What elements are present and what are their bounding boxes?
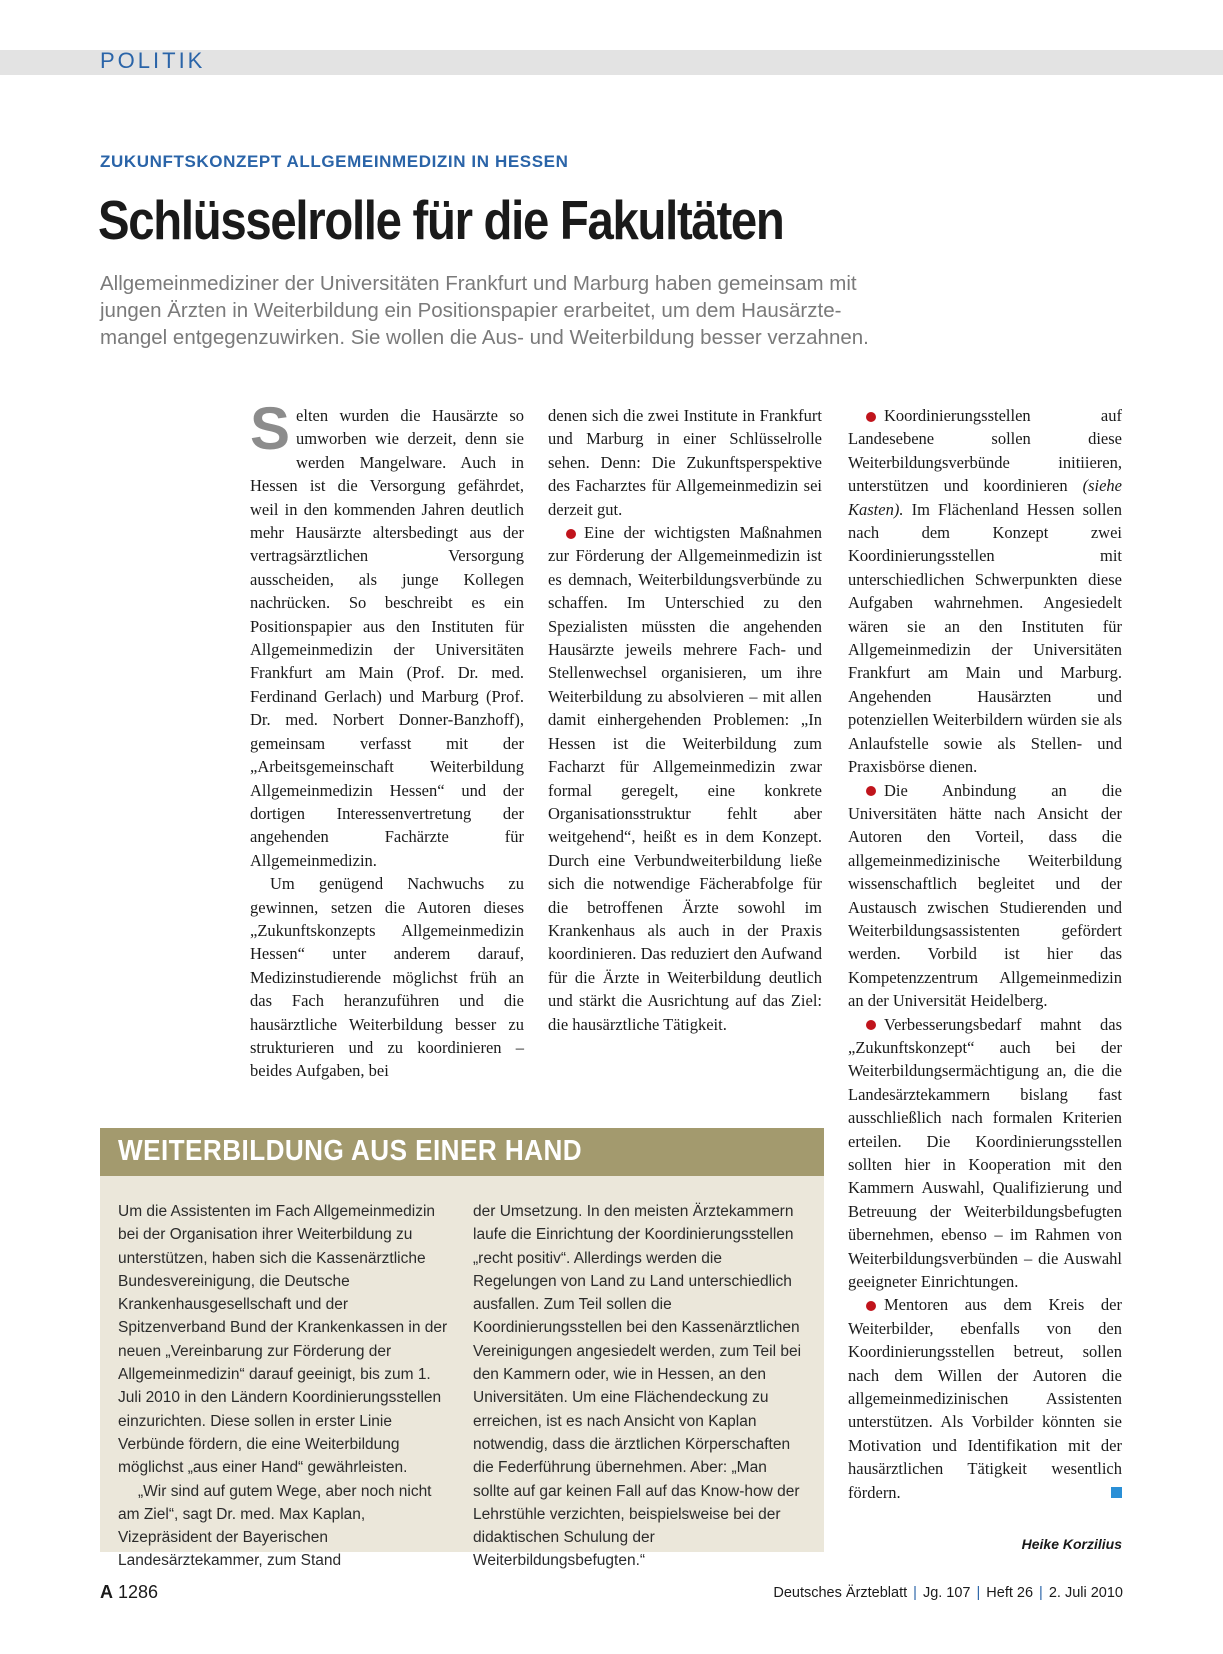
page-number-value: 1286 bbox=[118, 1582, 159, 1602]
article-column-3 bbox=[848, 404, 1122, 1504]
paragraph-text: Koordinierungsstellen auf Landesebene sollen diese Weiterbildungsverbünde initiieren, unterstützen und koordinieren bbox=[848, 406, 1122, 496]
article-paragraph bbox=[848, 779, 1122, 1013]
paragraph-text: elten wurden die Hausärzte so umworben wie derzeit, denn sie werden Mangelware. Auch in Hessen ist die Versorgung gefährdet, weil in den kommenden Jahren deutlich mehr Hausärzte altersbedingt aus der vertragsärztlichen Versorgung ausscheiden, als junge Kollegen nachrücken. So beschreibt es ein Positionspapier aus den Instituten für Allgemeinmedizin der Universitäten Frankfurt am Main (Prof. Dr. med. Ferdinand Gerlach) und Marburg (Prof. Dr. med. Norbert Donner-Banzhoff), gemeinsam verfasst mit der „Arbeitsgemeinschaft Weiterbildung Allgemeinmedizin Hessen“ und der dortigen Interessenvertretung der angehenden Fachärzte für Allgemeinmedizin. bbox=[250, 406, 524, 870]
paragraph-text: Im Flächenland Hessen sollen nach dem Konzept zwei Koordinierungsstellen mit unterschiedlichen Schwerpunkten diese Aufgaben wahrnehmen. Angesiedelt wären sie an den Instituten für Allgemeinmedizin der Universitäten Frankfurt am Main und Marburg. Angehenden Hausärzten und potenziellen Weiterbildern würden sie als Anlaufstelle sowie als Stellen- und Praxisbörse dienen. bbox=[848, 499, 1122, 777]
article-kicker: ZUKUNFTSKONZEPT ALLGEMEINMEDIZIN IN HESSEN bbox=[100, 152, 569, 171]
info-box-column-1 bbox=[118, 1200, 448, 1573]
page-prefix: A bbox=[100, 1582, 113, 1602]
article-column-1 bbox=[250, 395, 524, 1083]
article-paragraph: Um genügend Nachwuchs zu gewinnen, setzen die Autoren dieses „Zukunftskonzepts Allgemeinmedizin Hessen“ unter anderem darauf, Medizinstudierende möglichst früh an das Fach heranzuführen und die hausärztliche Weiterbildung besser zu strukturieren und zu koordinieren – beides Aufgaben, bei bbox=[250, 874, 524, 1081]
info-box-title: WEITERBILDUNG AUS EINER HAND bbox=[118, 1135, 583, 1167]
paragraph-text: Mentoren aus dem Kreis der Weiterbilder, ebenfalls von den Koordinierungsstellen betreut, sollen nach dem Willen der Autoren die allgemeinmedizinischen Assistenten unterstützen. Als Vorbilder könnten sie Motivation und Identifikation mit der hausärztlichen Tätigkeit wesentlich fördern. bbox=[848, 1295, 1122, 1502]
author-byline: Heike Korzilius bbox=[1021, 1536, 1122, 1552]
journal-issue: Heft 26 bbox=[986, 1585, 1034, 1601]
info-box-column-2 bbox=[473, 1200, 803, 1573]
section-label: POLITIK bbox=[100, 48, 206, 73]
red-bullet-icon bbox=[566, 529, 576, 539]
journal-name: Deutsches Ärzteblatt bbox=[773, 1585, 908, 1601]
paragraph-text: Verbesserungsbedarf mahnt das „Zukunftskonzept“ auch bei der Weiterbildungsermächtigung an, die die Landesärztekammern bislang fast ausschließlich nach formalen Kriterien erteilen. Die Koordinierungsstellen sollten hier in Kooperation mit den Kammern Auswahl, Qualifizierung und Betreuung der Weiterbildungsbefugten übernehmen, ebenso – im Rahmen von Weiterbildungsverbünden – die Auswahl geeigneter Einrichtungen. bbox=[848, 1014, 1122, 1292]
article-headline: Schlüsselrolle für die Fakultäten bbox=[98, 189, 784, 251]
red-bullet-icon bbox=[866, 786, 876, 796]
article-column-2 bbox=[548, 404, 822, 1036]
end-of-article-square-icon bbox=[1111, 1487, 1122, 1498]
article-paragraph bbox=[848, 1293, 1122, 1504]
info-box-paragraph: der Umsetzung. In den meisten Ärztekammern laufe die Einrichtung der Koordinierungsstellen „recht positiv“. Allerdings werden die Regelungen von Land zu Land unterschiedlich ausfallen. Zum Teil sollen die Koordinierungsstellen bei den Kassenärztlichen Vereinigungen angesiedelt werden, zum Teil bei den Kammern oder, wie in Hessen, an den Universitäten. Um eine Flächendeckung zu erreichen, ist es nach Ansicht von Kaplan notwendig, dass die ärztlichen Körperschaften die Federführung übernehmen. Aber: „Man sollte auf gar keinen Fall auf das Know-how der Lehrstühle verzichten, beispielsweise bei der didaktischen Schulung der Weiterbildungsbefugten.“ bbox=[473, 1203, 802, 1570]
paragraph-text: Eine der wichtigsten Maßnahmen zur Förderung der Allgemeinmedizin ist es demnach, Weiterbildungsverbünde zu schaffen. Im Unterschied zu den Spezialisten müssten die angehenden Hausärzte jeweils mehrere Fach- und Stellenwechsel organisieren, um ihre Weiterbildung zu absolvieren – mit allen damit einhergehenden Problemen: „In Hessen ist die Weiterbildung zum Facharzt für Allgemeinmedizin zwar formal geregelt, eine konkrete Organisationsstruktur fehlt aber weitgehend“, heißt es in dem Konzept. Durch eine Verbundweiterbildung ließe sich die notwendige Fächerabfolge für die betroffenen Ärzte sowohl im Krankenhaus als auch in der Praxis koordinieren. Das reduziert den Aufwand für die Ärzte in Weiterbildung deutlich und stärkt die Ausrichtung auf das Ziel: die hausärztliche Tätigkeit. bbox=[548, 523, 822, 1034]
publication-info bbox=[773, 1585, 1123, 1601]
separator: | bbox=[976, 1585, 981, 1601]
article-paragraph bbox=[250, 395, 524, 872]
paragraph-text: Die Anbindung an die Universitäten hätte nach Ansicht der Autoren den Vorteil, dass die allgemeinmedizinische Weiterbildung wissenschaftlich begleitet und der Austausch zwischen Studierenden und Weiterbildungsassistenten gefördert werden. Vorbild ist hier das Kompetenzzentrum Allgemeinmedizin an der Universität Heidelberg. bbox=[848, 780, 1122, 1011]
journal-volume: Jg. 107 bbox=[922, 1585, 971, 1601]
article-paragraph bbox=[848, 1013, 1122, 1294]
red-bullet-icon bbox=[866, 1301, 876, 1311]
separator: | bbox=[913, 1585, 917, 1601]
article-lead: Allgemeinmediziner der Universitäten Frankfurt und Marburg haben gemeinsam mit jungen Ärzten in Weiterbildung ein Positionspapier erarbeitet, um dem Hausärzte- mangel entgegenzuwirken. Sie wollen die Aus- und Weiterbildung besser verzahnen. bbox=[100, 272, 869, 349]
article-paragraph bbox=[848, 404, 1122, 779]
page-number bbox=[100, 1582, 158, 1603]
red-bullet-icon bbox=[866, 412, 876, 422]
article-paragraph: denen sich die zwei Institute in Frankfurt und Marburg in einer Schlüsselrolle sehen. Denn: Die Zukunftsperspektive des Facharztes für Allgemeinmedizin sei derzeit gut. bbox=[548, 406, 822, 519]
drop-cap: S bbox=[250, 395, 291, 462]
box-reference: (siehe Kasten). bbox=[848, 476, 1122, 519]
info-box-header bbox=[100, 1128, 824, 1176]
info-box-paragraph: „Wir sind auf gutem Wege, aber noch nicht am Ziel“, sagt Dr. med. Max Kaplan, Vizepräsident der Bayerischen Landesärztekammer, zum Stand bbox=[118, 1482, 432, 1570]
info-box-paragraph: Um die Assistenten im Fach Allgemeinmedizin bei der Organisation ihrer Weiterbildung zu unterstützen, haben sich die Kassenärztliche Bundesvereinigung, die Deutsche Krankenhausgesellschaft und der Spitzenverband Bund der Krankenkassen in der neuen „Vereinbarung zur Förderung der Allgemeinmedizin“ darauf geeinigt, bis zum 1. Juli 2010 in den Ländern Koordinierungsstellen einzurichten. Diese sollen in erster Linie Verbünde fördern, die eine Weiterbildung möglichst „aus einer Hand“ gewährleisten. bbox=[118, 1203, 448, 1477]
red-bullet-icon bbox=[866, 1020, 876, 1030]
separator: | bbox=[1039, 1585, 1043, 1601]
article-paragraph bbox=[548, 521, 822, 1036]
info-box bbox=[100, 1128, 824, 1570]
publication-date: 2. Juli 2010 bbox=[1048, 1585, 1123, 1601]
